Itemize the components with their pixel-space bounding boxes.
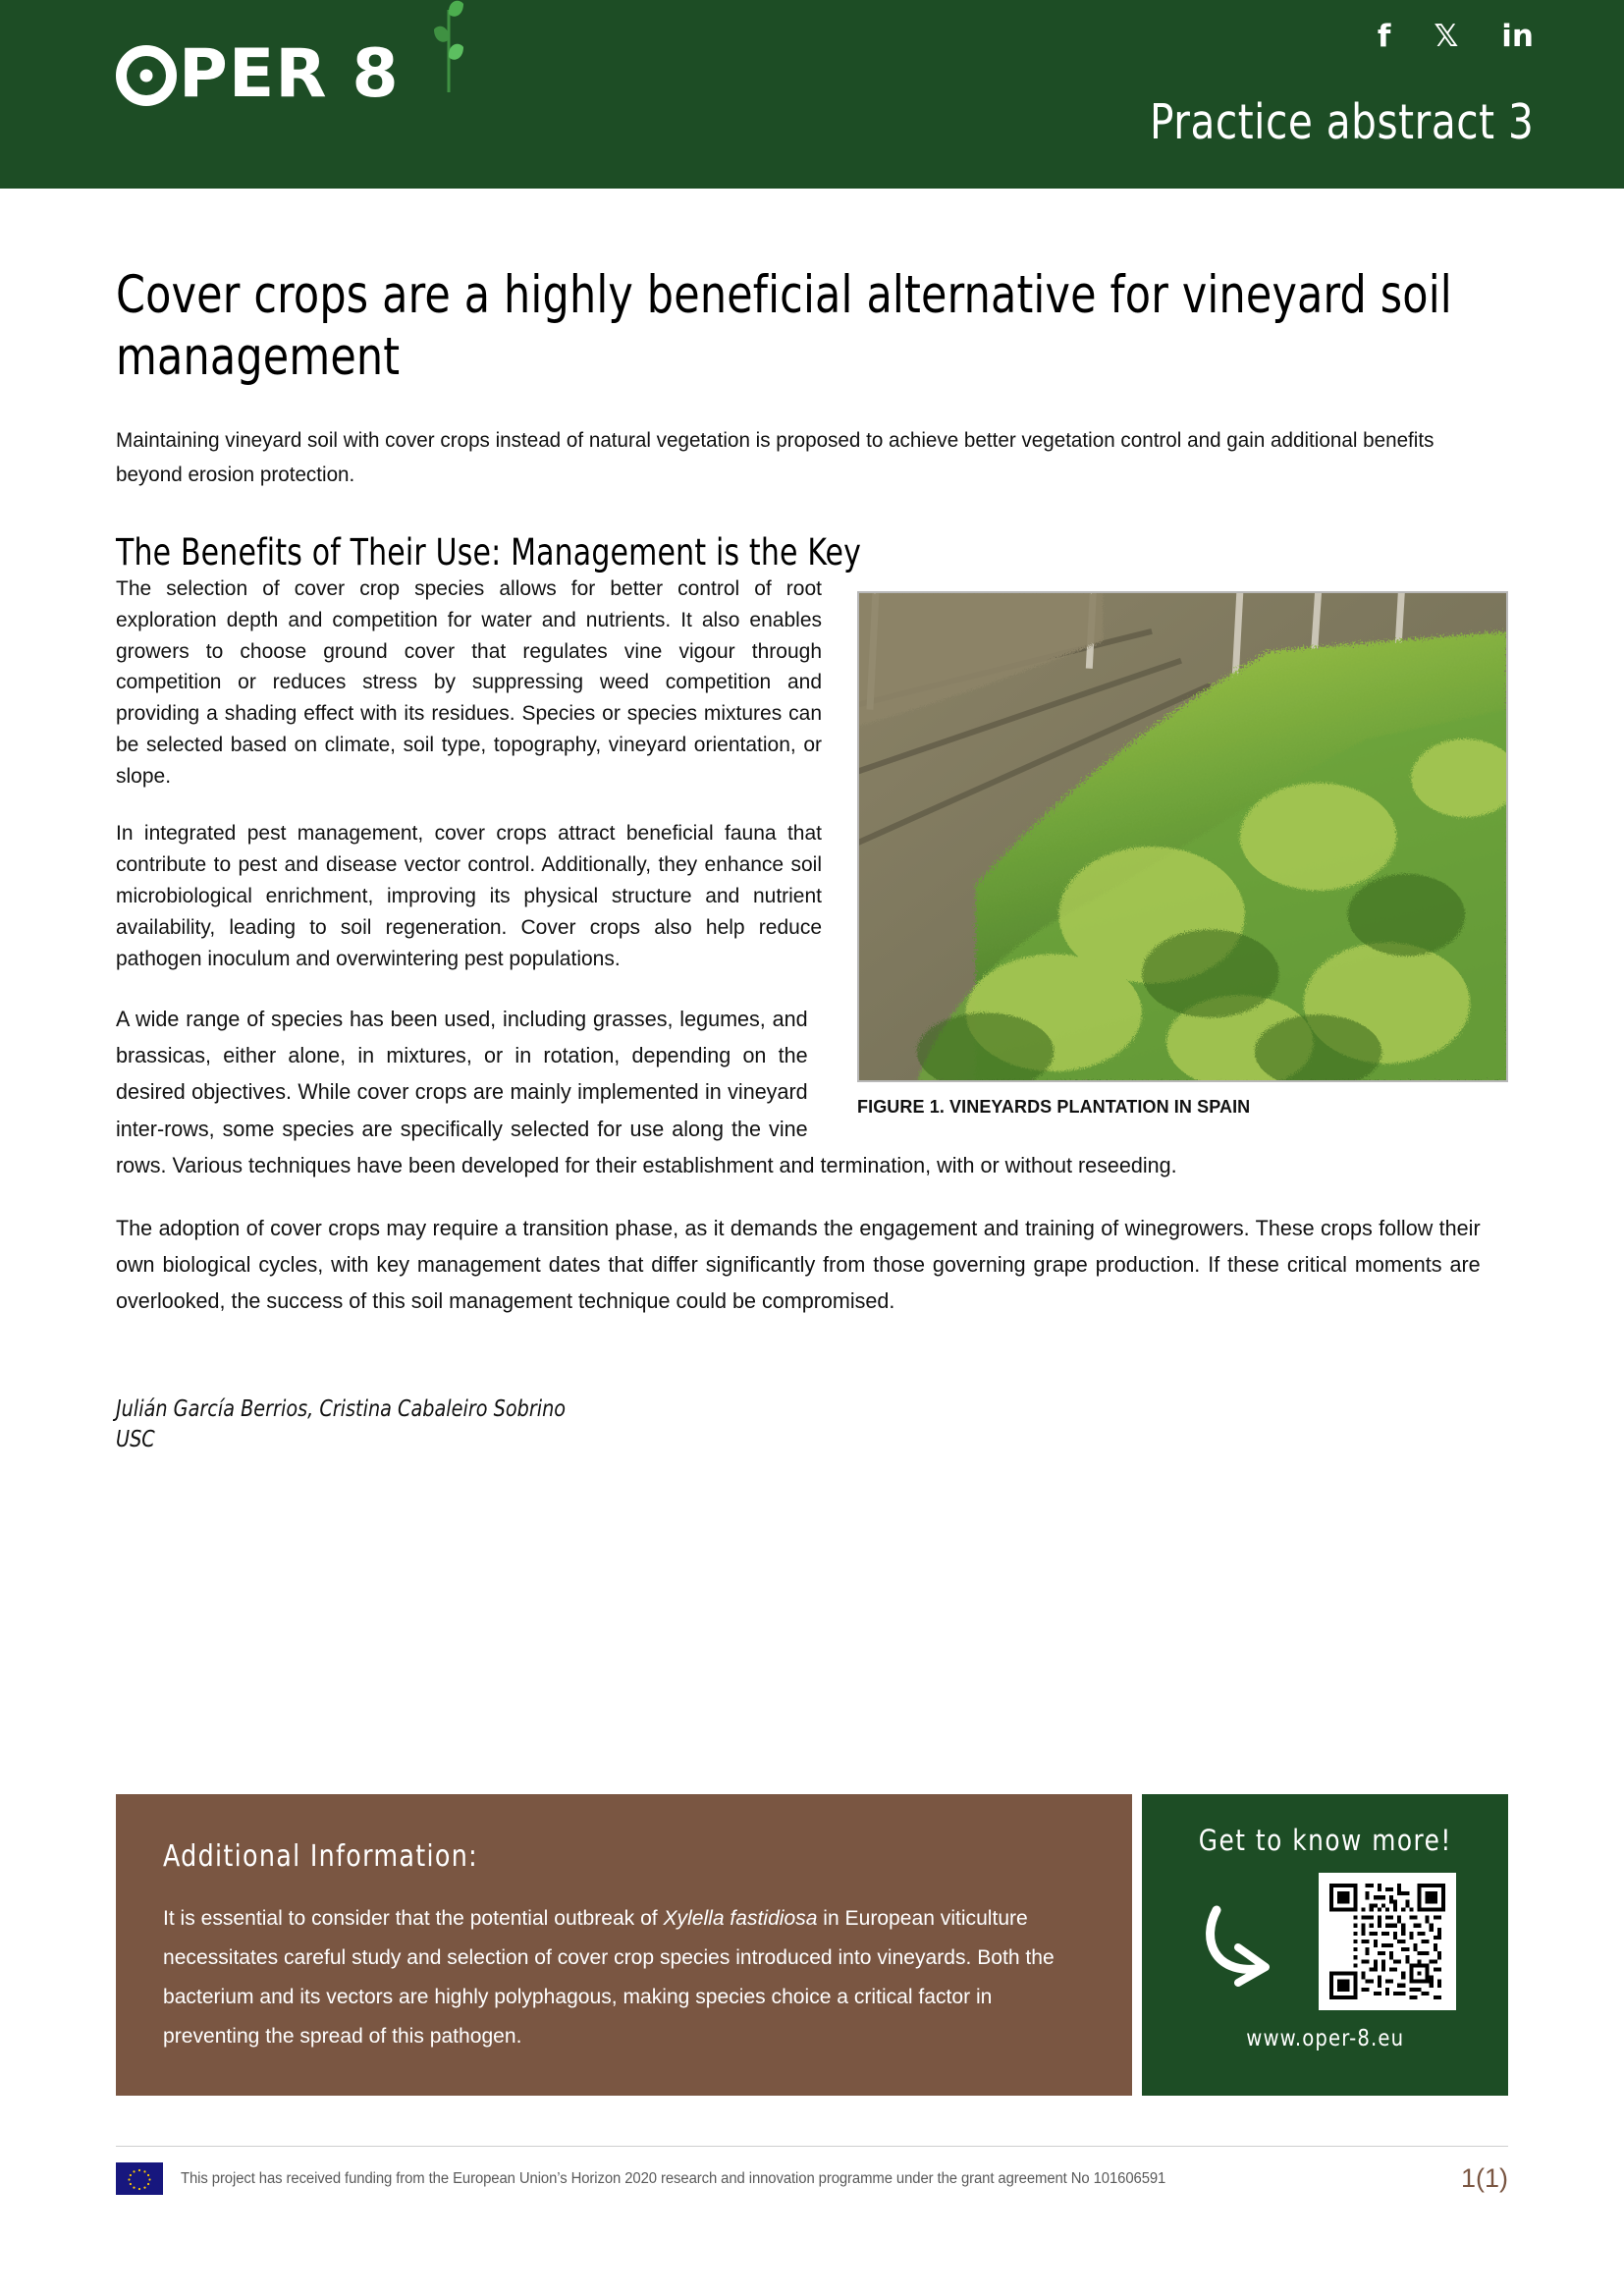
social-links [1377, 19, 1534, 54]
page-header [0, 0, 1624, 189]
additional-information-text [163, 1899, 1066, 2056]
ai-text-before: It is essential to consider that the potential outbreak of [163, 1906, 664, 1930]
curved-arrow-icon [1195, 1892, 1313, 1991]
logo-text-per: PER [179, 35, 328, 113]
facebook-icon[interactable]: f [1377, 19, 1391, 54]
qr-panel [1142, 1794, 1508, 2096]
lead-paragraph: Maintaining vineyard soil with cover crops instead of natural vegetation is proposed to achieve better vegetation control and gain additional benefits beyond erosion protection. [116, 428, 1435, 486]
ai-text-after: in European viticulture necessitates careful study and selection of cover crop species introduced into vineyards. Both the bacterium and its vectors are highly polyphagous, making species choice a critical factor in preventing the spread of this pathogen. [163, 1906, 1055, 2048]
author-affiliation: USC [116, 1427, 155, 1453]
article-body [116, 574, 1508, 1345]
body-paragraph-1: The selection of cover crop species allows for better control of root exploration depth and competition for water and nutrients. It also enables growers to choose ground cover that regulates vine vigour through competition or reduces stress by suppressing weed competition and providing a shading effect with its residues. Species or species mixtures can be selected based on climate, soil type, topography, vineyard orientation, or slope. [116, 576, 822, 789]
additional-information-panel [116, 1794, 1132, 2096]
eu-flag-stars [116, 2162, 163, 2195]
author-names: Julián García Berrios, Cristina Cabaleiro Sobrino [116, 1395, 567, 1422]
qr-code-image [1329, 1884, 1445, 1999]
body-paragraph-3: A wide range of species has been used, including grasses, legumes, and brassicas, either alone, in mixtures, or in rotation, depending on the desired objectives. While cover crops are mainly implemented in vineyard inter-rows, some species are specifically selected for use along the vine rows. Various techniques have been developed for their establishment and termination, with or without reseeding. [116, 1006, 1177, 1178]
logo-o-icon [116, 45, 177, 106]
page-footer [116, 2146, 1508, 2195]
species-name: Xylella fastidiosa [663, 1906, 818, 1930]
funding-statement: This project has received funding from the European Union’s Horizon 2020 research and innovation programme under the grant agreement No 101606591 [181, 2169, 1166, 2187]
page-number: 1(1) [1460, 2163, 1508, 2193]
body-paragraph-4: The adoption of cover crops may require a transition phase, as it demands the engagement and training of winegrowers. These crops follow their own biological cycles, with key management dates that differ significantly from those governing grape production. If these critical moments are overlooked, the success of this soil management technique could be compromised. [116, 1215, 1481, 1314]
page-content [0, 265, 1624, 1456]
practice-abstract-label: Practice abstract 3 [1149, 94, 1534, 150]
page-title: Cover crops are a highly beneficial alternative for vineyard soil management [116, 265, 1452, 387]
section-heading: The Benefits of Their Use: Management is the Key [116, 530, 862, 574]
qr-panel-title: Get to know more! [1198, 1824, 1452, 1857]
qr-row [1165, 1873, 1485, 2010]
additional-information-heading: Additional Information: [163, 1839, 478, 1874]
author-signature [116, 1394, 1411, 1456]
qr-code[interactable] [1319, 1873, 1456, 2010]
x-twitter-icon[interactable]: 𝕏 [1434, 19, 1459, 54]
qr-url-label[interactable]: www.oper-8.eu [1246, 2026, 1404, 2051]
logo-wordmark [116, 35, 400, 113]
oper8-logo[interactable] [116, 35, 400, 113]
logo-number-8: 8 [352, 35, 400, 113]
eu-flag-icon [116, 2162, 163, 2195]
body-paragraph-2: In integrated pest management, cover crops attract beneficial fauna that contribute to pest and disease vector control. Additionally, they enhance soil microbiological enrichment, improving its physical structure and nutrient availability, leading to soil regeneration. Cover crops also help reduce pathogen inoculum and overwintering pest populations. [116, 822, 822, 970]
sprout-icon [426, 0, 471, 92]
figure-caption: FIGURE 1. VINEYARDS PLANTATION IN SPAIN [857, 1096, 1251, 1117]
linkedin-icon[interactable]: in [1501, 19, 1534, 54]
bottom-panels [116, 1794, 1508, 2096]
